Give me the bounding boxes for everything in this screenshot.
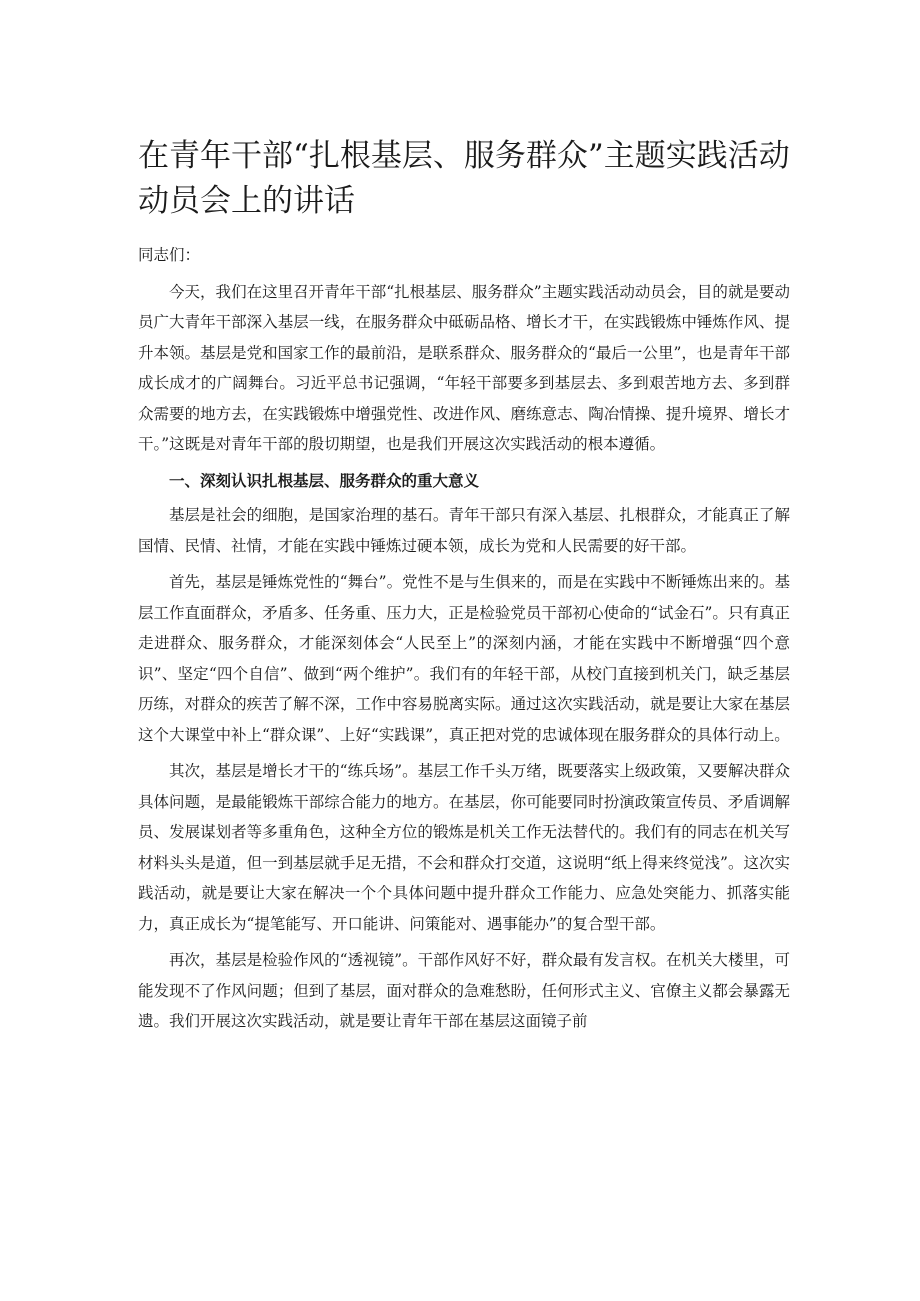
document-title: 在青年干部“扎根基层、服务群众”主题实践活动动员会上的讲话	[138, 138, 790, 219]
paragraph-section1-1: 基层是社会的细胞，是国家治理的基石。青年干部只有深入基层、扎根群众，才能真正了解国情、民情、社情，才能在实践中锤炼过硬本领，成长为党和人民需要的好干部。	[138, 506, 790, 555]
salutation: 同志们：	[138, 246, 201, 264]
paragraph-section1-4: 再次，基层是检验作风的“透视镜”。干部作风好不好，群众最有发言权。在机关大楼里，可能发现不了作风问题；但到了基层，面对群众的急难愁盼，任何形式主义、官僚主义都会暴露无遗。我们开展这次实践活动，就是要让青年干部在基层这面镜子前	[138, 951, 790, 1030]
paragraph-section1-2: 首先，基层是锤炼党性的“舞台”。党性不是与生俱来的，而是在实践中不断锤炼出来的。基层工作直面群众，矛盾多、任务重、压力大，正是检验党员干部初心使命的“试金石”。只有真正走进群众、服务群众，才能深刻体会“人民至上”的深刻内涵，才能在实践中不断增强“四个意识”、坚定“四个自信”、做到“两个维护”。我们有的年轻干部，从校门直接到机关门，缺乏基层历练，对群众的疾苦了解不深，工作中容易脱离实际。通过这次实践活动，就是要让大家在基层这个大课堂中补上“群众课”、上好“实践课”，真正把对党的忠诚体现在服务群众的具体行动上。	[138, 573, 790, 744]
paragraph-section1-3: 其次，基层是增长才干的“练兵场”。基层工作千头万绪，既要落实上级政策，又要解决群众具体问题，是最能锻炼干部综合能力的地方。在基层，你可能要同时扮演政策宣传员、矛盾调解员、发展谋划者等多重角色，这种全方位的锻炼是机关工作无法替代的。我们有的同志在机关写材料头头是道，但一到基层就手足无措，不会和群众打交道，这说明“纸上得来终觉浅”。这次实践活动，就是要让大家在解决一个个具体问题中提升群众工作能力、应急处突能力、抓落实能力，真正成长为“提笔能写、开口能讲、问策能对、遇事能办”的复合型干部。	[138, 762, 790, 933]
section-heading-1: 一、深刻认识扎根基层、服务群众的重大意义	[169, 470, 480, 490]
document-body	[138, 240, 790, 1043]
paragraph-intro: 今天，我们在这里召开青年干部“扎根基层、服务群众”主题实践活动动员会，目的就是要动员广大青年干部深入基层一线，在服务群众中砥砺品格、增长才干，在实践锻炼中锤炼作风、提升本领。基层是党和国家工作的最前沿，是联系群众、服务群众的“最后一公里”，也是青年干部成长成才的广阔舞台。习近平总书记强调，“年轻干部要多到基层去、多到艰苦地方去、多到群众需要的地方去，在实践锻炼中增强党性、改进作风、磨练意志、陶冶情操、提升境界、增长才干。”这既是对青年干部的殷切期望，也是我们开展这次实践活动的根本遵循。	[138, 282, 790, 453]
